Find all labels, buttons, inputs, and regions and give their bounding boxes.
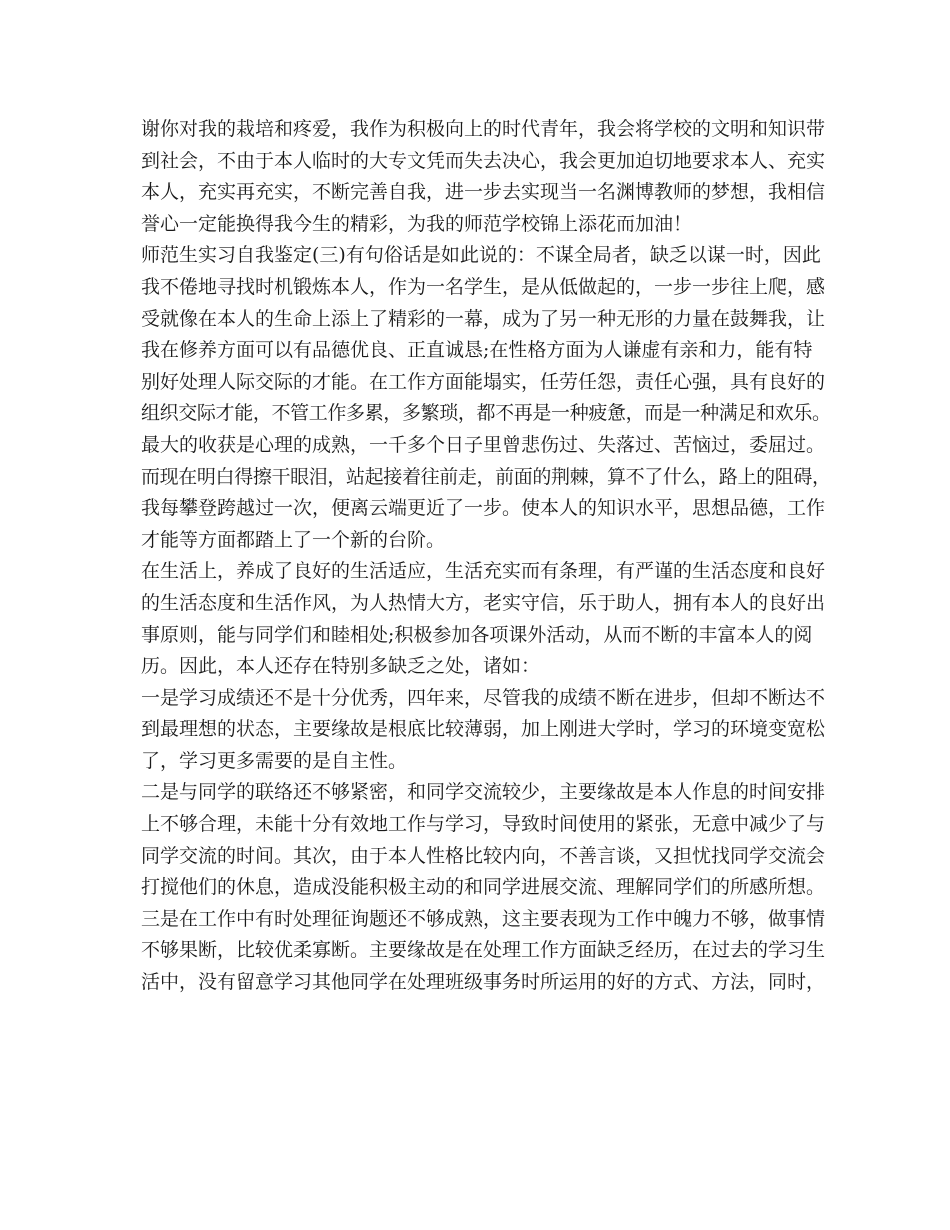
text-line: 打搅他们的休息，造成没能积极主动的和同学进展交流、理解同学们的所感所想。	[141, 876, 826, 899]
text-line: 历。因此，本人还存在特别多缺乏之处，诸如：	[141, 655, 541, 678]
text-line: 别好处理人际交际的才能。在工作方面能塌实，任劳任怨，责任心强，具有良好的	[141, 370, 826, 393]
text-line: 到最理想的状态，主要缘故是根底比较薄弱，加上刚进大学时，学习的环境变宽松	[141, 718, 826, 741]
text-line: 三是在工作中有时处理征询题还不够成熟，这主要表现为工作中魄力不够，做事情	[141, 907, 826, 930]
text-line: 了，学习更多需要的是自主性。	[141, 749, 408, 772]
text-line: 本人，充实再充实，不断完善自我，进一步去实现当一名渊博教师的梦想，我相信	[141, 181, 826, 204]
text-line: 上不够合理，未能十分有效地工作与学习，导致时间使用的紧张，无意中减少了与	[141, 813, 826, 836]
text-line: 才能等方面都踏上了一个新的台阶。	[141, 528, 446, 551]
text-line: 誉心一定能换得我今生的精彩，为我的师范学校锦上添花而加油！	[141, 212, 693, 235]
text-line: 师范生实习自我鉴定(三)有句俗话是如此说的：不谋全局者，缺乏以谋一时，因此	[141, 244, 821, 267]
text-line: 受就像在本人的生命上添上了精彩的一幕，成为了另一种无形的力量在鼓舞我，让	[141, 307, 826, 330]
text-line: 我每攀登跨越过一次，便离云端更近了一步。使本人的知识水平，思想品德，工作	[141, 497, 826, 520]
text-line: 不够果断，比较优柔寡断。主要缘故是在处理工作方面缺乏经历，在过去的学习生	[141, 939, 826, 962]
body-text	[141, 114, 831, 999]
text-line: 我不倦地寻找时机锻炼本人，作为一名学生，是从低做起的，一步一步往上爬，感	[141, 275, 826, 298]
text-line: 谢你对我的栽培和疼爱，我作为积极向上的时代青年，我会将学校的文明和知识带	[141, 118, 826, 140]
text-line: 而现在明白得擦干眼泪，站起接着往前走，前面的荆棘，算不了什么，路上的阻碍，	[141, 465, 831, 488]
text-line: 我在修养方面可以有品德优良、正直诚恳;在性格方面为人谦虚有亲和力，能有特	[141, 339, 813, 362]
text-line: 的生活态度和生活作风，为人热情大方，老实守信，乐于助人，拥有本人的良好出	[141, 591, 826, 614]
text-line: 组织交际才能，不管工作多累，多繁琐，都不再是一种疲惫，而是一种满足和欢乐。	[141, 402, 831, 425]
text-line: 在生活上，养成了良好的生活适应，生活充实而有条理，有严谨的生活态度和良好	[141, 560, 826, 583]
text-line: 同学交流的时间。其次，由于本人性格比较内向，不善言谈，又担忧找同学交流会	[141, 844, 826, 867]
text-line: 二是与同学的联络还不够紧密，和同学交流较少，主要缘故是本人作息的时间安排	[141, 781, 826, 804]
text-line: 到社会，不由于本人临时的大专文凭而失去决心，我会更加迫切地要求本人、充实	[141, 149, 826, 172]
text-line: 一是学习成绩还不是十分优秀，四年来，尽管我的成绩不断在进步，但却不断达不	[141, 686, 826, 709]
text-line: 最大的收获是心理的成熟，一千多个日子里曾悲伤过、失落过、苦恼过，委屈过。	[141, 433, 826, 456]
text-line: 事原则，能与同学们和睦相处;积极参加各项课外活动，从而不断的丰富本人的阅	[141, 623, 813, 646]
text-line: 活中，没有留意学习其他同学在处理班级事务时所运用的好的方式、方法，同时，	[141, 971, 826, 994]
